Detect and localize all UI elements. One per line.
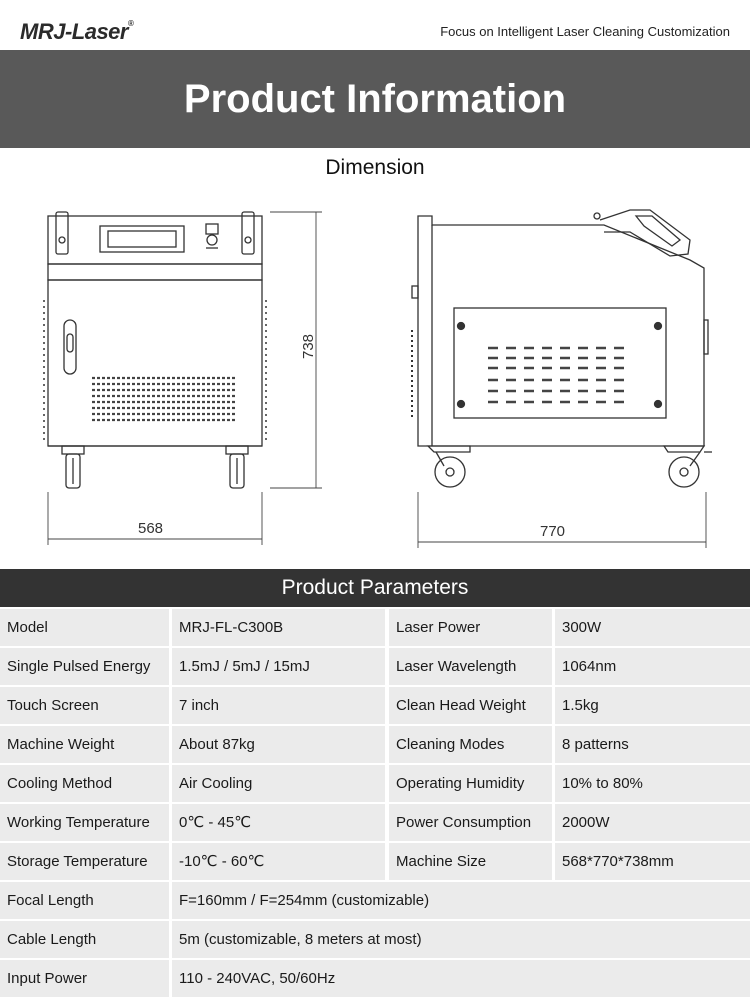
param-value: 7 inch [172, 687, 385, 724]
param-label: Focal Length [0, 882, 169, 919]
table-row [0, 960, 750, 997]
page-title: Product Information [183, 77, 567, 121]
param-label: Cleaning Modes [389, 726, 552, 763]
param-value: 1.5kg [555, 687, 750, 724]
param-value: F=160mm / F=254mm (customizable) [172, 882, 750, 919]
param-value: 2000W [555, 804, 750, 841]
table-row [0, 921, 750, 958]
table-row [0, 687, 750, 724]
table-row [0, 765, 750, 802]
param-value: 1.5mJ / 5mJ / 15mJ [172, 648, 385, 685]
param-value: Air Cooling [172, 765, 385, 802]
table-row [0, 882, 750, 919]
parameters-title: Product Parameters [281, 576, 469, 599]
dimension-height-label: 738 [300, 333, 318, 360]
top-header [0, 0, 750, 50]
param-value: 8 patterns [555, 726, 750, 763]
tagline: Focus on Intelligent Laser Cleaning Customization [440, 24, 730, 39]
table-row [0, 609, 750, 646]
dimension-title: Dimension [325, 156, 425, 179]
param-value: MRJ-FL-C300B [172, 609, 385, 646]
param-label: Input Power [0, 960, 169, 997]
param-label: Cooling Method [0, 765, 169, 802]
parameters-header [0, 569, 750, 607]
param-label: Touch Screen [0, 687, 169, 724]
table-row [0, 843, 750, 880]
param-label: Working Temperature [0, 804, 169, 841]
param-label: Laser Wavelength [389, 648, 552, 685]
table-row [0, 648, 750, 685]
param-value: 5m (customizable, 8 meters at most) [172, 921, 750, 958]
param-value: 1064nm [555, 648, 750, 685]
param-value: 300W [555, 609, 750, 646]
param-value: 10% to 80% [555, 765, 750, 802]
table-row [0, 726, 750, 763]
param-value: About 87kg [172, 726, 385, 763]
product-info-banner [0, 50, 750, 148]
front-view [44, 212, 266, 488]
param-label: Clean Head Weight [389, 687, 552, 724]
param-value: -10℃ - 60℃ [172, 843, 385, 880]
param-value: 0℃ - 45℃ [172, 804, 385, 841]
param-label: Single Pulsed Energy [0, 648, 169, 685]
table-row [0, 804, 750, 841]
param-label: Cable Length [0, 921, 169, 958]
param-label: Power Consumption [389, 804, 552, 841]
side-view [412, 210, 712, 487]
dimension-width-label: 568 [138, 520, 164, 537]
param-label: Laser Power [389, 609, 552, 646]
param-value: 110 - 240VAC, 50/60Hz [172, 960, 750, 997]
dimension-drawing [0, 190, 750, 560]
dimension-length-label: 770 [540, 523, 566, 540]
param-value: 568*770*738mm [555, 843, 750, 880]
param-label: Model [0, 609, 169, 646]
param-label: Machine Size [389, 843, 552, 880]
param-label: Operating Humidity [389, 765, 552, 802]
param-label: Storage Temperature [0, 843, 169, 880]
brand-logo: MRJ-Laser® [20, 19, 134, 44]
param-label: Machine Weight [0, 726, 169, 763]
